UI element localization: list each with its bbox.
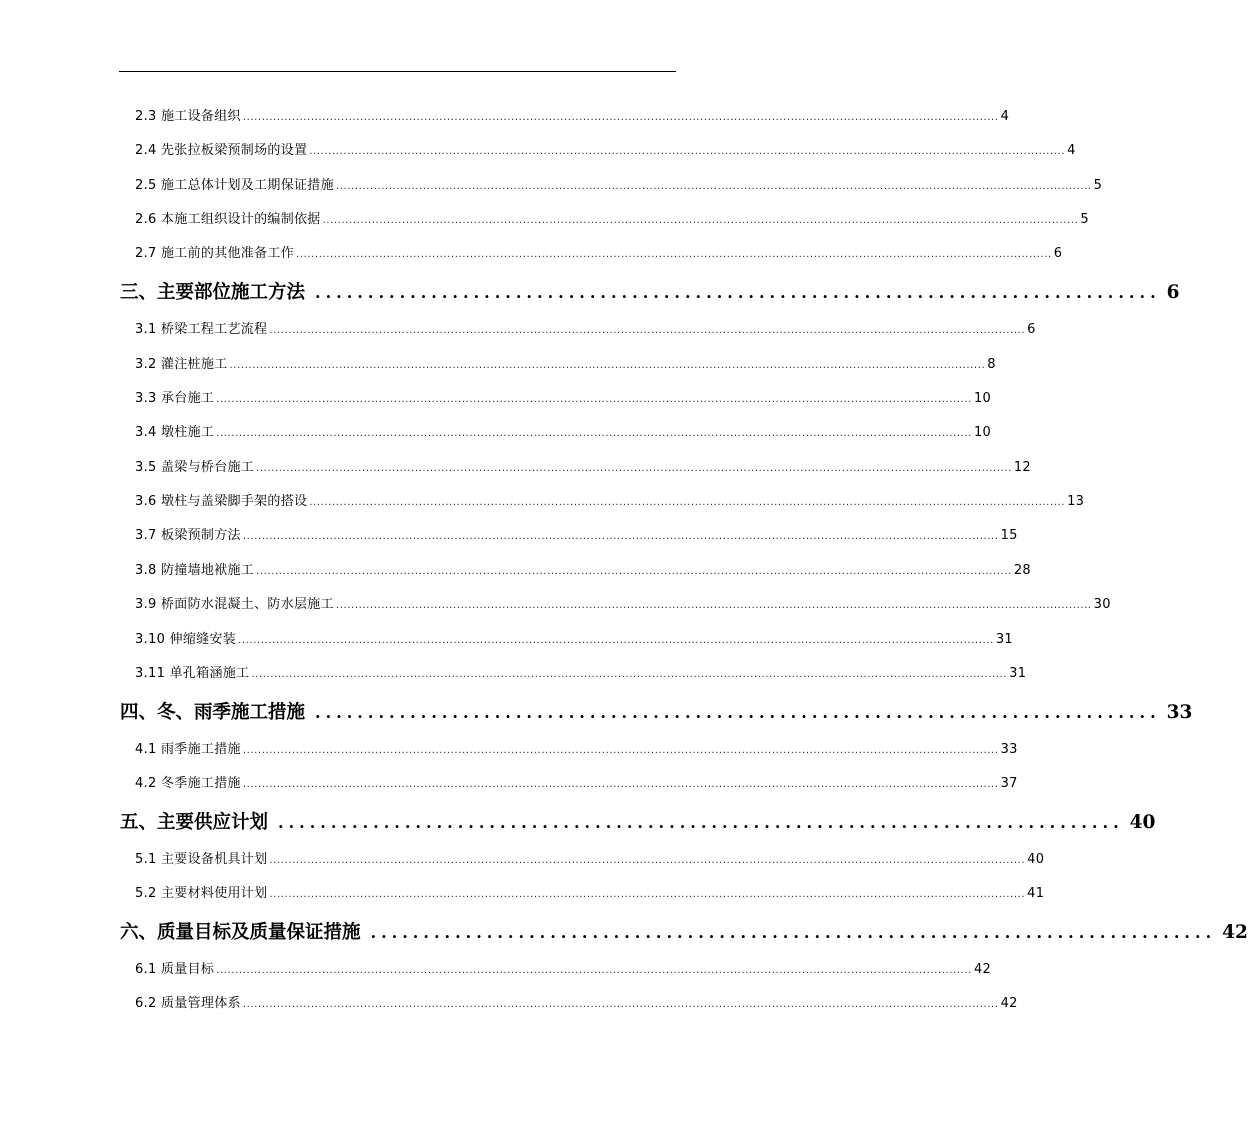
toc-entry-label: 3.1 桥梁工程工艺流程 <box>135 322 268 337</box>
toc-entry[interactable] <box>135 421 992 440</box>
toc-entry-label: 2.4 先张拉板梁预制场的设置 <box>135 143 308 158</box>
toc-entry-label: 4.1 雨季施工措施 <box>135 742 241 757</box>
dot-leader: ........................................................................................................................................................................................................ <box>242 779 999 790</box>
toc-chapter-label: 五、主要供应计划 <box>120 812 269 833</box>
toc-entry-label: 3.2 灌注桩施工 <box>135 357 228 372</box>
dot-leader: ........................................................................................................................................................................................................ <box>242 745 999 756</box>
toc-chapter-label: 六、质量目标及质量保证措施 <box>120 922 361 943</box>
toc-entry[interactable] <box>135 318 1036 337</box>
dot-leader: ........................................................................................................................................................................................................ <box>309 497 1066 508</box>
toc-entry-label: 5.2 主要材料使用计划 <box>135 886 268 901</box>
toc-chapter[interactable] <box>120 808 1156 834</box>
toc-entry-page: 6 <box>1053 246 1063 261</box>
toc-entry[interactable] <box>135 738 1018 757</box>
dot-leader: ........................................................................................................................................................................................................ <box>216 394 972 405</box>
toc-entry-page: 13 <box>1067 494 1085 509</box>
toc-entry[interactable] <box>135 524 1018 543</box>
dot-leader: ........................................................................................................................................................................................................ <box>256 566 1012 577</box>
toc-chapter-label: 四、冬、雨季施工措施 <box>120 702 306 723</box>
dot-leader: ........................................................................................................................................................................................................ <box>242 999 999 1010</box>
toc-entry-page: 33 <box>1000 742 1018 757</box>
toc-entry[interactable] <box>135 139 1076 158</box>
dot-leader: ........................................................................................................................................................................................................ <box>309 146 1066 157</box>
toc-entry[interactable] <box>135 208 1089 227</box>
toc-entry-label: 3.3 承台施工 <box>135 391 215 406</box>
toc-entry[interactable] <box>135 490 1085 509</box>
toc-entry[interactable] <box>135 992 1018 1011</box>
toc-entry-page: 41 <box>1027 886 1045 901</box>
toc-chapter-page: 33 <box>1166 702 1193 723</box>
dot-leader: ........................................................................................................................................................................................................ <box>269 855 1026 866</box>
toc-entry[interactable] <box>135 848 1045 867</box>
toc-entry-page: 8 <box>987 357 996 372</box>
toc-entry[interactable] <box>135 353 996 372</box>
toc-entry-page: 6 <box>1027 322 1036 337</box>
dot-leader: ................................................................................ <box>315 703 1161 722</box>
dot-leader: ........................................................................................................................................................................................................ <box>256 463 1012 474</box>
dot-leader: ........................................................................................................................................................................................................ <box>242 531 999 542</box>
toc-entry-page: 10 <box>973 425 992 440</box>
toc-entry-page: 4 <box>1000 109 1010 124</box>
dot-leader: ................................................................................ <box>370 923 1217 942</box>
toc-entry-page: 4 <box>1067 143 1076 158</box>
toc-entry-label: 3.5 盖梁与桥台施工 <box>135 460 255 475</box>
toc-chapter[interactable] <box>120 278 1180 304</box>
toc-entry-label: 6.2 质量管理体系 <box>135 996 241 1011</box>
dot-leader: ................................................................................ <box>278 813 1124 832</box>
toc-entry-page: 31 <box>995 632 1013 647</box>
toc-chapter-page: 42 <box>1222 922 1248 943</box>
dot-leader: ........................................................................................................................................................................................................ <box>238 635 994 646</box>
toc-entry[interactable] <box>135 387 992 406</box>
toc-entry-label: 3.8 防撞墙地袱施工 <box>135 563 255 578</box>
toc-entry-label: 6.1 质量目标 <box>135 962 215 977</box>
dot-leader: ........................................................................................................................................................................................................ <box>251 669 1008 680</box>
toc-entry-page: 40 <box>1027 852 1045 867</box>
toc-entry[interactable] <box>135 559 1032 578</box>
toc-entry[interactable] <box>135 105 1010 124</box>
toc-chapter[interactable] <box>120 698 1193 724</box>
toc-entry-page: 15 <box>1000 528 1018 543</box>
toc-entry-page: 5 <box>1080 212 1089 227</box>
toc-entry-page: 30 <box>1093 597 1111 612</box>
toc-chapter[interactable] <box>120 918 1248 944</box>
toc-entry-label: 3.9 桥面防水混凝土、防水层施工 <box>135 597 334 612</box>
toc-entry-label: 5.1 主要设备机具计划 <box>135 852 268 867</box>
toc-entry-page: 37 <box>1000 776 1018 791</box>
toc-entry-page: 28 <box>1013 563 1032 578</box>
toc-entry-label: 4.2 冬季施工措施 <box>135 776 241 791</box>
toc-entry-page: 42 <box>1000 996 1018 1011</box>
toc-entry[interactable] <box>135 242 1063 261</box>
toc-chapter-page: 40 <box>1129 812 1156 833</box>
toc-entry[interactable] <box>135 882 1045 901</box>
toc-chapter-page: 6 <box>1166 282 1180 303</box>
toc-entry[interactable] <box>135 456 1032 475</box>
dot-leader: ........................................................................................................................................................................................................ <box>322 215 1079 226</box>
toc-entry-label: 3.4 墩柱施工 <box>135 425 215 440</box>
toc-entry-page: 10 <box>973 391 992 406</box>
toc-entry[interactable] <box>135 662 1027 681</box>
toc-entry-label: 2.3 施工设备组织 <box>135 109 241 124</box>
toc-entry[interactable] <box>135 593 1111 612</box>
dot-leader: ........................................................................................................................................................................................................ <box>269 325 1026 336</box>
toc-entry-page: 5 <box>1093 178 1103 193</box>
dot-leader: ................................................................................ <box>315 283 1161 302</box>
toc-entry-label: 2.5 施工总体计划及工期保证措施 <box>135 178 334 193</box>
dot-leader: ........................................................................................................................................................................................................ <box>335 181 1092 192</box>
toc-entry[interactable] <box>135 628 1013 647</box>
toc-entry[interactable] <box>135 772 1018 791</box>
dot-leader: ........................................................................................................................................................................................................ <box>335 600 1092 611</box>
toc-entry-label: 2.7 施工前的其他准备工作 <box>135 246 295 261</box>
toc-entry-page: 42 <box>973 962 992 977</box>
dot-leader: ........................................................................................................................................................................................................ <box>229 360 986 371</box>
toc-chapter-label: 三、主要部位施工方法 <box>120 282 306 303</box>
toc-entry-label: 3.7 板梁预制方法 <box>135 528 241 543</box>
toc-entry-page: 12 <box>1013 460 1032 475</box>
toc-entry-label: 3.6 墩柱与盖梁脚手架的搭设 <box>135 494 308 509</box>
toc-entry-label: 2.6 本施工组织设计的编制依据 <box>135 212 321 227</box>
dot-leader: ........................................................................................................................................................................................................ <box>269 889 1026 900</box>
dot-leader: ........................................................................................................................................................................................................ <box>296 249 1052 260</box>
toc-entry[interactable] <box>135 174 1103 193</box>
toc-entry[interactable] <box>135 958 992 977</box>
dot-leader: ........................................................................................................................................................................................................ <box>216 965 972 976</box>
dot-leader: ........................................................................................................................................................................................................ <box>216 428 972 439</box>
toc-entry-label: 3.10 伸缩缝安装 <box>135 632 237 647</box>
toc-entry-label: 3.11 单孔箱涵施工 <box>135 666 250 681</box>
toc-entry-page: 31 <box>1009 666 1027 681</box>
dot-leader: ........................................................................................................................................................................................................ <box>242 112 999 123</box>
